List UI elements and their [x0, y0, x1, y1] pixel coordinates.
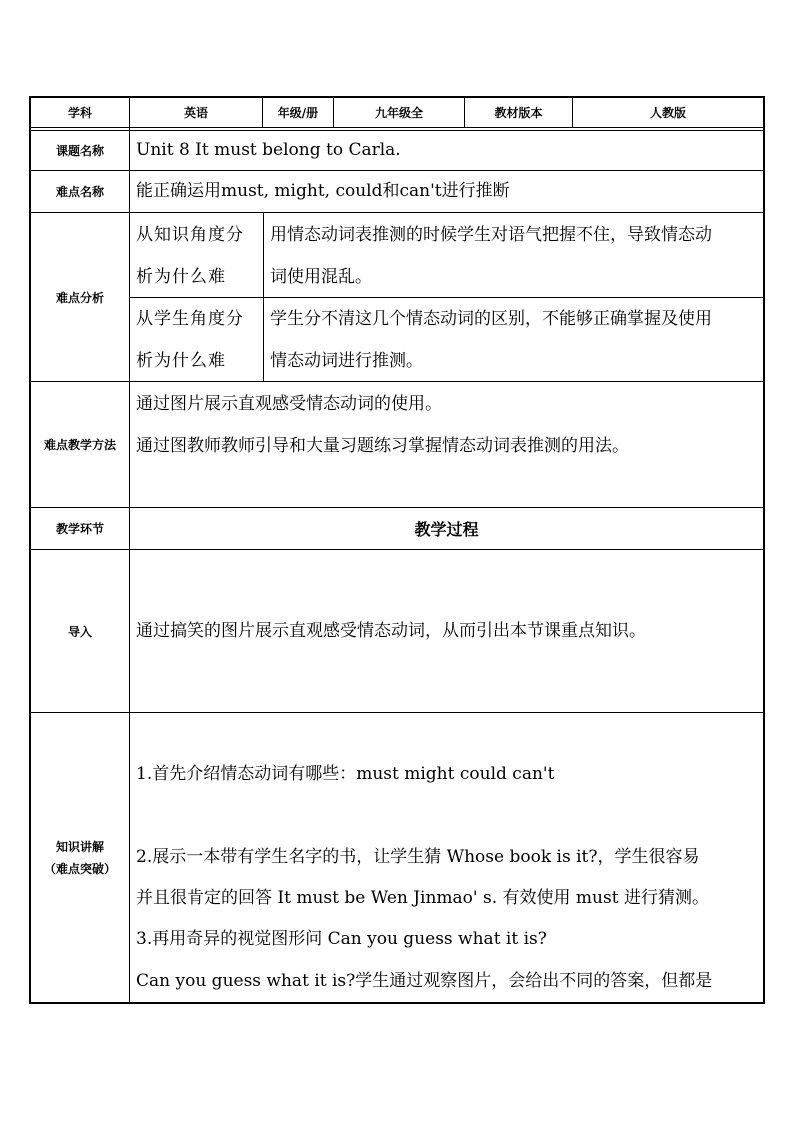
row-divider	[29, 712, 764, 713]
grade-label: 年级/册	[277, 106, 319, 120]
student-angle-label-line: 析为什么难	[136, 351, 226, 371]
student-angle-label-line: 从学生角度分	[136, 309, 244, 329]
subject-label: 学科	[67, 106, 92, 120]
stage-label: 教学环节	[55, 522, 104, 536]
knowledge-angle-label-line: 析为什么难	[136, 267, 226, 287]
knowledge-angle-value-line: 词使用混乱。	[270, 267, 372, 287]
edition-label: 教材版本	[494, 106, 543, 120]
intro-text: 通过搞笑的图片展示直观感受情态动词，从而引出本节课重点知识。	[136, 621, 646, 641]
title-label: 课题名称	[55, 144, 104, 158]
edition-value: 人教版	[649, 106, 686, 120]
column-divider	[263, 212, 264, 381]
knowledge-label-line: 知识讲解	[55, 840, 104, 854]
knowledge-line-4: 3.再用奇异的视觉图形问 Can you guess what it is?	[136, 929, 547, 949]
knowledge-angle-value-line: 用情态动词表推测的时候学生对语气把握不住，导致情态动	[270, 225, 712, 245]
title-value: Unit 8 It must belong to Carla.	[136, 140, 401, 160]
grade-value: 九年级全	[374, 106, 423, 120]
analysis-label: 难点分析	[55, 290, 104, 305]
knowledge-line-3: 并且很肯定的回答 It must be Wen Jinmao' s. 有效使用 must 进行猜测。	[136, 888, 709, 908]
intro-label: 导入	[67, 624, 92, 639]
knowledge-angle-label	[136, 214, 262, 298]
knowledge-label	[31, 713, 129, 1003]
row-divider	[29, 127, 764, 128]
difficulty-value: 能正确运用must, might, could和can't进行推断	[136, 181, 510, 201]
process-label: 教学过程	[414, 520, 479, 539]
table-border-bottom	[29, 1002, 764, 1004]
method-line: 通过图片展示直观感受情态动词的使用。	[136, 394, 442, 414]
student-angle-value-line: 情态动词进行推测。	[270, 351, 423, 371]
knowledge-line-1: 1.首先介绍情态动词有哪些：must might could can't	[136, 764, 555, 784]
student-angle-value	[270, 298, 762, 382]
knowledge-line-2: 2.展示一本带有学生名字的书，让学生猜 Whose book is it?，学生很容易	[136, 847, 700, 867]
column-divider	[129, 96, 130, 1004]
student-angle-value-line: 学生分不清这几个情态动词的区别，不能够正确掌握及使用	[270, 309, 712, 329]
method-line: 通过图教师教师引导和大量习题练习掌握情态动词表推测的用法。	[136, 436, 629, 456]
knowledge-angle-label-line: 从知识角度分	[136, 225, 244, 245]
knowledge-angle-value	[270, 214, 762, 298]
row-divider	[29, 549, 764, 550]
row-divider	[29, 212, 764, 213]
knowledge-label-line: （难点突破）	[43, 862, 116, 876]
student-angle-label	[136, 298, 262, 382]
method-label: 难点教学方法	[43, 438, 116, 452]
subject-value: 英语	[183, 106, 208, 120]
difficulty-label: 难点名称	[55, 185, 104, 199]
knowledge-line-5: Can you guess what it is?学生通过观察图片，会给出不同的答案，但都是	[136, 971, 713, 991]
table-border-right	[763, 96, 765, 1004]
method-content	[136, 383, 756, 467]
